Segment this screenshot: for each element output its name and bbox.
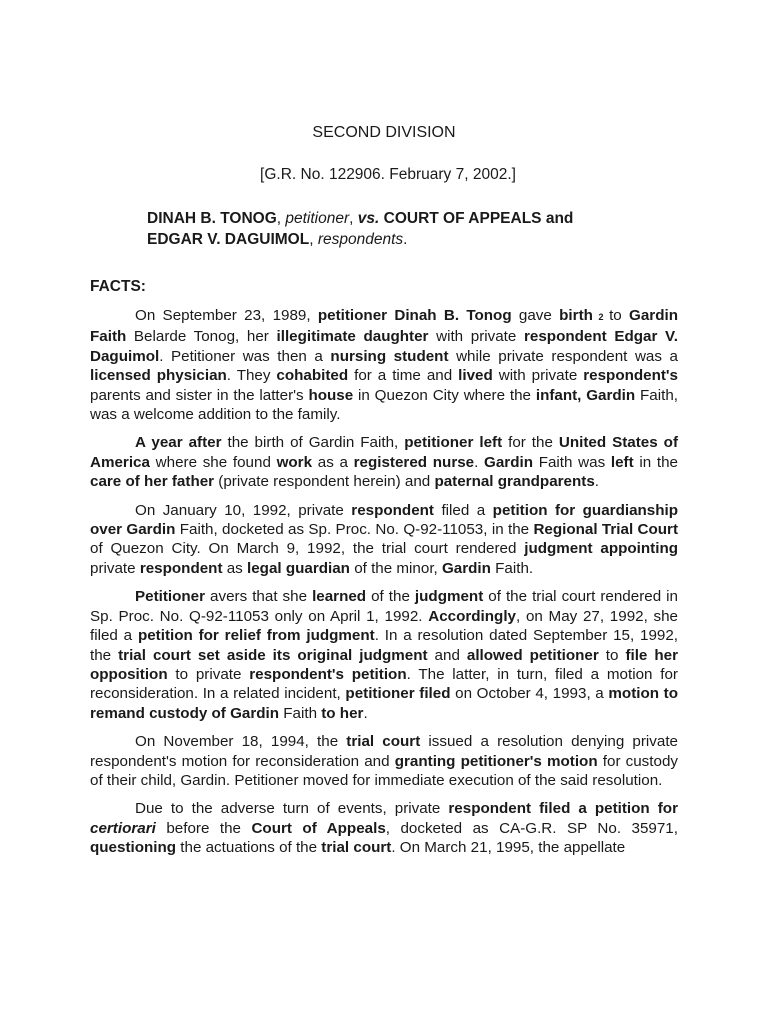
paragraph-text-run: respondent (351, 501, 434, 519)
paragraph-text-run: certiorari (90, 819, 156, 837)
parties-line-2: EDGAR V. DAGUIMOL, respondents. (147, 231, 408, 248)
facts-paragraph (90, 732, 678, 790)
paragraph-text-run: (private respondent herein) and (214, 473, 435, 491)
paragraph-text-run: to private (167, 665, 250, 683)
paragraph-text-run: licensed physician (90, 367, 227, 385)
paragraph-text-run: Faith was (533, 453, 611, 471)
paragraph-text-run: work (276, 453, 313, 471)
paragraph-text-run: filed a (433, 501, 493, 519)
paragraph-text-run: registered nurse (353, 453, 475, 471)
paragraph-text-run: allowed petitioner (466, 646, 599, 664)
paragraph-text-run: Accordingly (428, 607, 517, 625)
paragraph-text-run: cohabited (276, 367, 349, 385)
petitioner-name: DINAH B. TONOG (147, 210, 277, 227)
facts-paragraph (90, 587, 678, 723)
paragraph-text-run: Court of Appeals (251, 819, 386, 837)
paragraph-text-run: of Quezon City. On March 9, 1992, the trial court rendered (90, 540, 525, 558)
paragraph-text-run: respondent (139, 559, 223, 577)
paragraph-text-run: care of her father (90, 473, 215, 491)
paragraph-text-run: as a (312, 453, 354, 471)
facts-body (90, 306, 678, 867)
paragraph-text-run: Faith, was a welcome addition to the family. (90, 386, 679, 424)
petitioner-role: petitioner (285, 210, 350, 227)
paragraph-text-run: for the (502, 434, 559, 452)
paragraph-text-run: the birth of Gardin Faith, (221, 434, 405, 452)
paragraph-text-run: trial court (346, 733, 421, 751)
paragraph-text-run: issued a resolution denying private respondent's motion for reconsideration and (90, 733, 679, 770)
paragraph-text-run: with private (428, 328, 524, 346)
paragraph-text-run: Gardin (484, 453, 533, 471)
paragraph-text-run: questioning (90, 839, 177, 857)
paragraph-text-run: judgment appointing (524, 540, 678, 558)
paragraph-text-run: United States of America (90, 434, 679, 471)
paragraph-text-run: Gardin Faith (90, 307, 678, 346)
paragraph-text-run: On November 18, 1994, the (135, 733, 347, 751)
paragraph-text-run: private (90, 559, 140, 577)
paragraph-text-run: in Quezon City where the (353, 386, 536, 404)
paragraph-text-run: in the (633, 453, 678, 471)
paragraph-text-run: Gardin (441, 559, 491, 577)
paragraph-text-run: to (598, 646, 626, 664)
facts-paragraph (90, 799, 678, 857)
paragraph-text-run: Faith. (490, 559, 534, 577)
paragraph-text-run: petition for relief from judgment (137, 627, 375, 645)
paragraph-text-run: Belarde Tonog, her (126, 328, 277, 346)
paragraph-text-run: judgment (414, 588, 484, 606)
case-number: [G.R. No. 122906. February 7, 2002.] (260, 166, 516, 183)
paragraph-text-run: left (610, 453, 634, 471)
paragraph-text-run: parents and sister in the latter's (90, 386, 309, 404)
paragraph-text-run: and (427, 646, 467, 664)
respondent-name-2: EDGAR V. DAGUIMOL (147, 231, 310, 248)
paragraph-text-run: . (474, 453, 485, 471)
paragraph-text-run: respondent's (583, 367, 678, 385)
paragraph-text-run: On January 10, 1992, private (135, 501, 352, 519)
paragraph-text-run: . They (226, 367, 277, 385)
division-heading: SECOND DIVISION (312, 124, 456, 141)
paragraph-text-run: petitioner left (404, 434, 503, 452)
paragraph-text-run: respondent filed a petition for (448, 800, 678, 818)
paragraph-text-run: of the (366, 588, 415, 606)
paragraph-text-run: paternal grandparents (434, 473, 595, 491)
paragraph-text-run: lived (458, 367, 493, 385)
paragraph-text-run: of the trial court rendered in Sp. Proc. No. Q-92-11053 only on April 1, 1992. (90, 588, 678, 625)
paragraph-text-run: granting petitioner's motion (394, 752, 598, 770)
paragraph-text-run: birth (559, 307, 593, 324)
paragraph-text-run: . (594, 473, 600, 491)
paragraph-text-run: of the minor, (349, 559, 442, 577)
paragraph-text-run: trial court set aside its original judgment (118, 646, 428, 664)
paragraph-text-run: house (308, 386, 354, 404)
paragraph-text-run: respondent Edgar V. Daguimol (90, 328, 678, 365)
facts-paragraph (90, 433, 678, 491)
paragraph-text-run: On September 23, 1989, (135, 307, 318, 324)
facts-paragraph (90, 501, 678, 579)
paragraph-text-run: illegitimate daughter (276, 328, 429, 346)
paragraph-text-run: on October 4, 1993, a (450, 685, 609, 703)
facts-heading: FACTS: (90, 278, 146, 295)
paragraph-text-run: gave (511, 307, 560, 324)
paragraph-text-run: . Petitioner was then a (159, 347, 331, 365)
paragraph-text-run: trial court (321, 839, 392, 857)
paragraph-text-run: to (609, 307, 630, 324)
paragraph-text-run: while private respondent was a (448, 347, 678, 365)
paragraph-text-run: petitioner Dinah B. Tonog (317, 307, 512, 324)
paragraph-text-run: avers that she (205, 588, 313, 606)
paragraph-text-run: Faith, docketed as Sp. Proc. No. Q-92-11053, in the (175, 521, 534, 539)
paragraph-text-run: . The latter, in turn, filed a motion for reconsideration. In a related incident, (90, 665, 678, 703)
respondents-role: respondents (317, 231, 404, 248)
paragraph-text-run: A year after (135, 434, 222, 452)
paragraph-text-run: motion to remand custody of Gardin (90, 685, 678, 722)
paragraph-text-run: before the (155, 819, 252, 837)
paragraph-text-run: Regional Trial Court (533, 521, 678, 539)
facts-paragraph (90, 306, 678, 424)
paragraph-text-run: Due to the adverse turn of events, private (135, 800, 449, 818)
paragraph-text-run: petition for guardianship over Gardin (90, 501, 679, 539)
paragraph-text-run: infant, Gardin (535, 386, 636, 404)
paragraph-text-run: . (363, 704, 368, 722)
paragraph-text-run: where she found (149, 453, 277, 471)
paragraph-text-run: respondent's petition (249, 665, 407, 683)
footnote-ref: 2 (592, 312, 610, 322)
paragraph-text-run: as (222, 559, 247, 577)
respondent-name-1: COURT OF APPEALS and (383, 210, 574, 227)
paragraph-text-run: legal guardian (247, 559, 350, 577)
paragraph-text-run: to her (321, 704, 364, 722)
paragraph-text-run: learned (312, 588, 367, 606)
paragraph-text-run: . In a resolution dated September 15, 1992, the (90, 627, 679, 664)
paragraph-text-run: nursing student (330, 347, 449, 365)
paragraph-text-run: Petitioner (135, 588, 206, 606)
versus: vs. (357, 210, 380, 227)
parties-line-1: DINAH B. TONOG, petitioner, vs. COURT OF APPEALS and (147, 210, 574, 227)
case-parties (147, 208, 617, 250)
paragraph-text-run: . On March 21, 1995, the appellate (391, 839, 626, 857)
paragraph-text-run: for a time and (348, 367, 459, 385)
paragraph-text-run: , docketed as CA-G.R. SP No. 35971, (385, 819, 678, 837)
paragraph-text-run: file her opposition (90, 646, 679, 683)
paragraph-text-run: petitioner filed (345, 685, 451, 703)
paragraph-text-run: with private (492, 367, 584, 385)
paragraph-text-run: Faith (279, 704, 322, 722)
paragraph-text-run: , on May 27, 1992, she filed a (90, 607, 679, 645)
paragraph-text-run: the actuations of the (176, 839, 322, 857)
paragraph-text-run: for custody of their child, Gardin. Petitioner moved for immediate execution of the said resolution. (90, 752, 678, 789)
